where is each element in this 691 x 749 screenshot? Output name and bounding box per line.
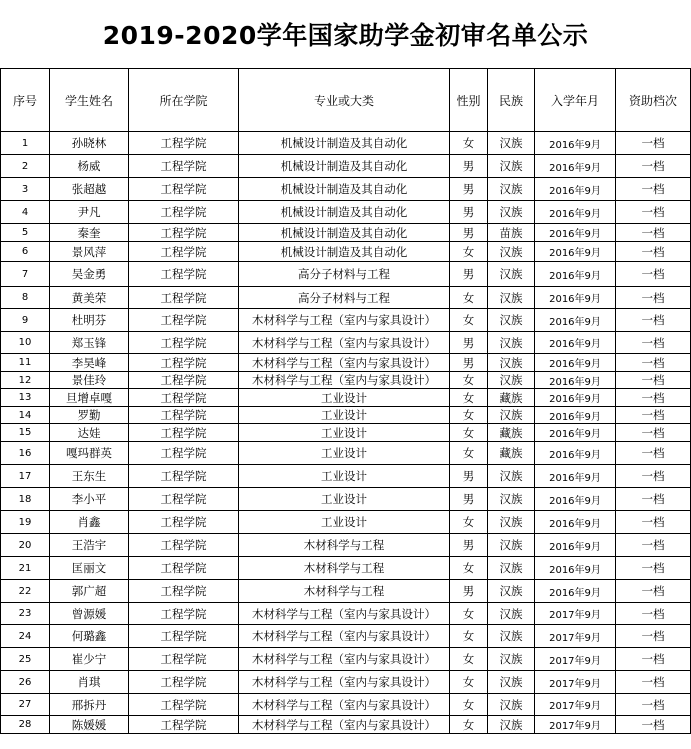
- cell-name: 李小平: [50, 488, 129, 511]
- cell-major: 木材科学与工程: [239, 580, 450, 603]
- cell-college: 工程学院: [129, 332, 239, 354]
- cell-ethnicity: 汉族: [488, 534, 535, 557]
- cell-grade: 一档: [616, 178, 691, 201]
- cell-college: 工程学院: [129, 442, 239, 465]
- cell-ethnicity: 汉族: [488, 625, 535, 648]
- cell-gender: 女: [450, 407, 488, 424]
- cell-ethnicity: 汉族: [488, 694, 535, 716]
- table-row: [1, 178, 691, 201]
- cell-gender: 男: [450, 178, 488, 201]
- cell-gender: 男: [450, 155, 488, 178]
- cell-gender: 女: [450, 242, 488, 262]
- cell-grade: 一档: [616, 262, 691, 287]
- cell-enrollment: 2016年9月: [535, 389, 616, 407]
- table-row: [1, 671, 691, 694]
- cell-major: 工业设计: [239, 511, 450, 534]
- cell-index: 19: [1, 511, 50, 534]
- table-row: [1, 580, 691, 603]
- cell-ethnicity: 汉族: [488, 332, 535, 354]
- cell-grade: 一档: [616, 201, 691, 224]
- cell-index: 26: [1, 671, 50, 694]
- student-table: [0, 68, 691, 734]
- cell-index: 1: [1, 132, 50, 155]
- cell-gender: 女: [450, 625, 488, 648]
- cell-major: 木材科学与工程（室内与家具设计）: [239, 354, 450, 372]
- table-row: [1, 407, 691, 424]
- cell-index: 11: [1, 354, 50, 372]
- cell-enrollment: 2016年9月: [535, 262, 616, 287]
- cell-college: 工程学院: [129, 424, 239, 442]
- table-row: [1, 716, 691, 734]
- table-row: [1, 603, 691, 625]
- cell-enrollment: 2016年9月: [535, 354, 616, 372]
- cell-index: 20: [1, 534, 50, 557]
- cell-college: 工程学院: [129, 671, 239, 694]
- cell-index: 6: [1, 242, 50, 262]
- cell-index: 22: [1, 580, 50, 603]
- cell-college: 工程学院: [129, 262, 239, 287]
- cell-enrollment: 2016年9月: [535, 372, 616, 389]
- cell-grade: 一档: [616, 389, 691, 407]
- cell-name: 郑玉锋: [50, 332, 129, 354]
- cell-college: 工程学院: [129, 372, 239, 389]
- cell-index: 23: [1, 603, 50, 625]
- cell-name: 邢拆丹: [50, 694, 129, 716]
- cell-gender: 男: [450, 262, 488, 287]
- cell-ethnicity: 汉族: [488, 287, 535, 309]
- cell-index: 16: [1, 442, 50, 465]
- cell-major: 工业设计: [239, 442, 450, 465]
- cell-major: 木材科学与工程（室内与家具设计）: [239, 309, 450, 332]
- cell-enrollment: 2017年9月: [535, 694, 616, 716]
- cell-enrollment: 2016年9月: [535, 534, 616, 557]
- cell-college: 工程学院: [129, 201, 239, 224]
- cell-grade: 一档: [616, 603, 691, 625]
- cell-gender: 女: [450, 424, 488, 442]
- cell-gender: 男: [450, 465, 488, 488]
- cell-grade: 一档: [616, 332, 691, 354]
- cell-college: 工程学院: [129, 178, 239, 201]
- header-row: [1, 69, 691, 132]
- cell-grade: 一档: [616, 442, 691, 465]
- cell-grade: 一档: [616, 224, 691, 242]
- cell-grade: 一档: [616, 424, 691, 442]
- cell-grade: 一档: [616, 534, 691, 557]
- cell-major: 工业设计: [239, 488, 450, 511]
- cell-ethnicity: 汉族: [488, 262, 535, 287]
- cell-college: 工程学院: [129, 694, 239, 716]
- cell-major: 木材科学与工程（室内与家具设计）: [239, 694, 450, 716]
- cell-name: 匡丽文: [50, 557, 129, 580]
- cell-gender: 男: [450, 534, 488, 557]
- table-row: [1, 332, 691, 354]
- cell-college: 工程学院: [129, 648, 239, 671]
- cell-index: 25: [1, 648, 50, 671]
- cell-index: 13: [1, 389, 50, 407]
- cell-enrollment: 2016年9月: [535, 488, 616, 511]
- cell-major: 木材科学与工程（室内与家具设计）: [239, 671, 450, 694]
- cell-enrollment: 2016年9月: [535, 155, 616, 178]
- cell-college: 工程学院: [129, 287, 239, 309]
- cell-gender: 男: [450, 580, 488, 603]
- table-row: [1, 372, 691, 389]
- cell-enrollment: 2016年9月: [535, 580, 616, 603]
- cell-college: 工程学院: [129, 557, 239, 580]
- cell-index: 3: [1, 178, 50, 201]
- cell-gender: 女: [450, 442, 488, 465]
- table-row: [1, 224, 691, 242]
- header-index: 序号: [1, 69, 50, 132]
- cell-ethnicity: 汉族: [488, 603, 535, 625]
- cell-index: 27: [1, 694, 50, 716]
- cell-grade: 一档: [616, 287, 691, 309]
- cell-major: 木材科学与工程（室内与家具设计）: [239, 625, 450, 648]
- cell-name: 秦奎: [50, 224, 129, 242]
- cell-ethnicity: 汉族: [488, 155, 535, 178]
- cell-grade: 一档: [616, 407, 691, 424]
- cell-grade: 一档: [616, 716, 691, 734]
- cell-major: 工业设计: [239, 389, 450, 407]
- cell-grade: 一档: [616, 132, 691, 155]
- cell-name: 景佳玲: [50, 372, 129, 389]
- cell-enrollment: 2016年9月: [535, 224, 616, 242]
- cell-enrollment: 2017年9月: [535, 671, 616, 694]
- cell-index: 8: [1, 287, 50, 309]
- cell-grade: 一档: [616, 372, 691, 389]
- cell-gender: 女: [450, 132, 488, 155]
- cell-name: 黄美荣: [50, 287, 129, 309]
- cell-gender: 女: [450, 389, 488, 407]
- cell-major: 木材科学与工程（室内与家具设计）: [239, 603, 450, 625]
- cell-index: 2: [1, 155, 50, 178]
- cell-enrollment: 2016年9月: [535, 407, 616, 424]
- cell-name: 李昊峰: [50, 354, 129, 372]
- cell-enrollment: 2016年9月: [535, 424, 616, 442]
- cell-grade: 一档: [616, 488, 691, 511]
- cell-gender: 女: [450, 648, 488, 671]
- cell-ethnicity: 汉族: [488, 716, 535, 734]
- table-row: [1, 511, 691, 534]
- cell-index: 5: [1, 224, 50, 242]
- cell-major: 木材科学与工程（室内与家具设计）: [239, 372, 450, 389]
- cell-gender: 女: [450, 309, 488, 332]
- cell-gender: 男: [450, 332, 488, 354]
- cell-grade: 一档: [616, 511, 691, 534]
- table-row: [1, 488, 691, 511]
- cell-major: 木材科学与工程（室内与家具设计）: [239, 716, 450, 734]
- cell-college: 工程学院: [129, 354, 239, 372]
- cell-major: 机械设计制造及其自动化: [239, 224, 450, 242]
- cell-ethnicity: 汉族: [488, 648, 535, 671]
- cell-college: 工程学院: [129, 625, 239, 648]
- cell-ethnicity: 汉族: [488, 132, 535, 155]
- cell-name: 孙晓林: [50, 132, 129, 155]
- table-row: [1, 132, 691, 155]
- cell-ethnicity: 汉族: [488, 407, 535, 424]
- cell-major: 高分子材料与工程: [239, 262, 450, 287]
- table-row: [1, 389, 691, 407]
- page-title: 2019-2020学年国家助学金初审名单公示: [102, 21, 589, 50]
- cell-ethnicity: 汉族: [488, 309, 535, 332]
- cell-grade: 一档: [616, 557, 691, 580]
- cell-index: 9: [1, 309, 50, 332]
- table-row: [1, 648, 691, 671]
- cell-enrollment: 2016年9月: [535, 309, 616, 332]
- cell-major: 工业设计: [239, 465, 450, 488]
- cell-gender: 女: [450, 287, 488, 309]
- cell-name: 何璐鑫: [50, 625, 129, 648]
- cell-enrollment: 2016年9月: [535, 132, 616, 155]
- cell-ethnicity: 汉族: [488, 671, 535, 694]
- cell-name: 肖鑫: [50, 511, 129, 534]
- cell-major: 木材科学与工程（室内与家具设计）: [239, 648, 450, 671]
- cell-college: 工程学院: [129, 224, 239, 242]
- table-row: [1, 287, 691, 309]
- cell-major: 木材科学与工程: [239, 557, 450, 580]
- cell-name: 崔少宁: [50, 648, 129, 671]
- cell-ethnicity: 藏族: [488, 389, 535, 407]
- cell-ethnicity: 汉族: [488, 580, 535, 603]
- cell-name: 杨威: [50, 155, 129, 178]
- cell-index: 24: [1, 625, 50, 648]
- cell-gender: 女: [450, 511, 488, 534]
- cell-name: 旦增卓嘎: [50, 389, 129, 407]
- cell-enrollment: 2016年9月: [535, 201, 616, 224]
- cell-gender: 男: [450, 488, 488, 511]
- cell-major: 机械设计制造及其自动化: [239, 242, 450, 262]
- cell-ethnicity: 汉族: [488, 372, 535, 389]
- cell-enrollment: 2016年9月: [535, 332, 616, 354]
- cell-index: 4: [1, 201, 50, 224]
- cell-enrollment: 2016年9月: [535, 465, 616, 488]
- table-row: [1, 534, 691, 557]
- cell-grade: 一档: [616, 242, 691, 262]
- cell-gender: 女: [450, 694, 488, 716]
- cell-college: 工程学院: [129, 132, 239, 155]
- cell-index: 17: [1, 465, 50, 488]
- cell-grade: 一档: [616, 625, 691, 648]
- cell-enrollment: 2017年9月: [535, 625, 616, 648]
- table-row: [1, 557, 691, 580]
- cell-ethnicity: 汉族: [488, 465, 535, 488]
- cell-ethnicity: 汉族: [488, 557, 535, 580]
- cell-gender: 女: [450, 372, 488, 389]
- cell-major: 工业设计: [239, 407, 450, 424]
- cell-college: 工程学院: [129, 488, 239, 511]
- cell-college: 工程学院: [129, 511, 239, 534]
- cell-index: 18: [1, 488, 50, 511]
- cell-index: 15: [1, 424, 50, 442]
- table-row: [1, 309, 691, 332]
- cell-enrollment: 2017年9月: [535, 716, 616, 734]
- table-row: [1, 262, 691, 287]
- cell-name: 曾源媛: [50, 603, 129, 625]
- cell-ethnicity: 汉族: [488, 488, 535, 511]
- cell-ethnicity: 汉族: [488, 242, 535, 262]
- table-row: [1, 354, 691, 372]
- cell-index: 12: [1, 372, 50, 389]
- cell-major: 机械设计制造及其自动化: [239, 201, 450, 224]
- cell-grade: 一档: [616, 309, 691, 332]
- cell-grade: 一档: [616, 671, 691, 694]
- table-row: [1, 442, 691, 465]
- cell-name: 杜明芬: [50, 309, 129, 332]
- cell-major: 木材科学与工程（室内与家具设计）: [239, 332, 450, 354]
- cell-major: 木材科学与工程: [239, 534, 450, 557]
- header-grade: 资助档次: [616, 69, 691, 132]
- header-name: 学生姓名: [50, 69, 129, 132]
- cell-enrollment: 2017年9月: [535, 648, 616, 671]
- cell-college: 工程学院: [129, 534, 239, 557]
- cell-college: 工程学院: [129, 465, 239, 488]
- cell-ethnicity: 汉族: [488, 178, 535, 201]
- cell-name: 尹凡: [50, 201, 129, 224]
- cell-grade: 一档: [616, 465, 691, 488]
- cell-enrollment: 2016年9月: [535, 242, 616, 262]
- cell-college: 工程学院: [129, 242, 239, 262]
- cell-name: 王浩宇: [50, 534, 129, 557]
- cell-college: 工程学院: [129, 716, 239, 734]
- cell-enrollment: 2016年9月: [535, 557, 616, 580]
- cell-index: 21: [1, 557, 50, 580]
- cell-enrollment: 2017年9月: [535, 603, 616, 625]
- cell-gender: 女: [450, 716, 488, 734]
- header-ethnicity: 民族: [488, 69, 535, 132]
- cell-college: 工程学院: [129, 389, 239, 407]
- cell-enrollment: 2016年9月: [535, 511, 616, 534]
- cell-name: 罗勤: [50, 407, 129, 424]
- cell-index: 10: [1, 332, 50, 354]
- cell-ethnicity: 汉族: [488, 354, 535, 372]
- cell-index: 7: [1, 262, 50, 287]
- cell-gender: 男: [450, 354, 488, 372]
- cell-major: 工业设计: [239, 424, 450, 442]
- cell-index: 28: [1, 716, 50, 734]
- cell-gender: 男: [450, 224, 488, 242]
- cell-name: 吴金勇: [50, 262, 129, 287]
- cell-grade: 一档: [616, 354, 691, 372]
- cell-name: 景风萍: [50, 242, 129, 262]
- header-enrollment: 入学年月: [535, 69, 616, 132]
- cell-name: 达娃: [50, 424, 129, 442]
- cell-name: 嘎玛群英: [50, 442, 129, 465]
- cell-ethnicity: 苗族: [488, 224, 535, 242]
- cell-name: 肖琪: [50, 671, 129, 694]
- cell-gender: 男: [450, 201, 488, 224]
- cell-grade: 一档: [616, 694, 691, 716]
- cell-ethnicity: 藏族: [488, 424, 535, 442]
- cell-gender: 女: [450, 557, 488, 580]
- cell-gender: 女: [450, 671, 488, 694]
- header-major: 专业或大类: [239, 69, 450, 132]
- cell-name: 郭广超: [50, 580, 129, 603]
- table-row: [1, 694, 691, 716]
- table-row: [1, 465, 691, 488]
- cell-gender: 女: [450, 603, 488, 625]
- cell-enrollment: 2016年9月: [535, 287, 616, 309]
- cell-college: 工程学院: [129, 407, 239, 424]
- table-row: [1, 625, 691, 648]
- cell-grade: 一档: [616, 155, 691, 178]
- cell-major: 机械设计制造及其自动化: [239, 178, 450, 201]
- table-row: [1, 424, 691, 442]
- cell-college: 工程学院: [129, 603, 239, 625]
- cell-ethnicity: 汉族: [488, 201, 535, 224]
- table-row: [1, 242, 691, 262]
- cell-major: 机械设计制造及其自动化: [239, 132, 450, 155]
- cell-grade: 一档: [616, 580, 691, 603]
- cell-name: 陈媛媛: [50, 716, 129, 734]
- cell-index: 14: [1, 407, 50, 424]
- cell-ethnicity: 汉族: [488, 511, 535, 534]
- header-gender: 性别: [450, 69, 488, 132]
- header-college: 所在学院: [129, 69, 239, 132]
- cell-college: 工程学院: [129, 155, 239, 178]
- cell-grade: 一档: [616, 648, 691, 671]
- cell-ethnicity: 藏族: [488, 442, 535, 465]
- cell-name: 张超越: [50, 178, 129, 201]
- table-row: [1, 155, 691, 178]
- cell-college: 工程学院: [129, 309, 239, 332]
- cell-enrollment: 2016年9月: [535, 442, 616, 465]
- cell-major: 机械设计制造及其自动化: [239, 155, 450, 178]
- cell-college: 工程学院: [129, 580, 239, 603]
- cell-name: 王东生: [50, 465, 129, 488]
- cell-major: 高分子材料与工程: [239, 287, 450, 309]
- cell-enrollment: 2016年9月: [535, 178, 616, 201]
- table-row: [1, 201, 691, 224]
